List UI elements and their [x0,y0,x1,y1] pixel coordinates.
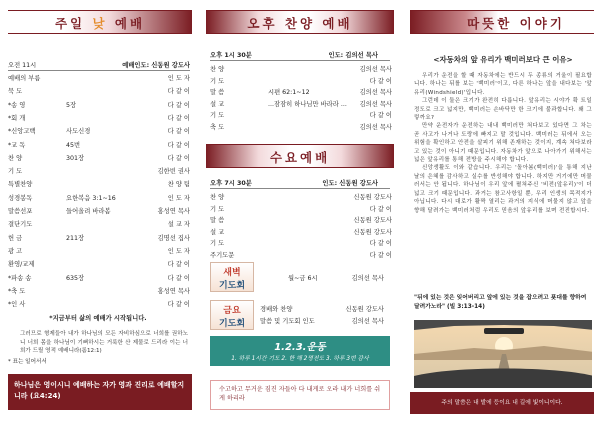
order-row [8,246,190,256]
service-motto: *지금부터 삶의 예배가 시작됩니다. [49,315,147,322]
order-row [8,113,190,123]
order-leader: 김의선 목사 [359,66,392,73]
order-item: 설 교 [210,100,225,108]
order-item: 예배의 부름 [8,75,41,82]
divider [210,60,390,61]
order-row [210,110,392,120]
friday-item: 말씀 및 기도회 인도 [260,318,315,325]
order-leader: 김의선 목사 [359,123,392,131]
service-time-row [8,60,190,70]
story-paragraph: 우리가 운전을 할 때 자동차에는 반드시 두 종류의 거울이 필요합니다. 하나는 뒤를 보는 '백미러'이고, 다른 하나는 앞을 내다보는 '앞유리(Windshield)'입니다. [414,73,592,96]
order-leader: 인 도 자 [167,75,190,82]
order-item: *인 사 [8,301,26,309]
order-item: *교 독 [8,141,26,149]
divider [210,188,390,189]
order-row [210,227,392,237]
order-leader: 다 같 이 [167,141,190,149]
sunday-service-title: 주일 낮 예배 [54,16,146,31]
sunday-service-banner [8,10,192,34]
order-leader: 인 도 자 [167,194,190,202]
order-row [8,179,190,189]
order-item: 기 도 [210,240,225,247]
order-item: 주기도문 [210,251,235,259]
bottom-quote-box [210,380,390,410]
friday-item: 경배와 찬양 [260,306,293,313]
sunday-service-column [0,0,196,424]
friday-row [260,316,384,326]
movement-title: 1.2.3.운동 [274,342,326,353]
order-detail: 301장 [66,154,85,162]
order-leader: 김한빈 권사 [157,168,190,176]
order-leader: 다 같 이 [167,301,190,309]
order-item: *송 영 [8,101,26,109]
story-paragraph: 그런데 이 둘은 크기가 완전히 다릅니다. 앞유리는 시야가 확 트일 정도로 크고 넓지만, 백미러는 손바닥만 한 크기에 불과합니다. 왜 그렇까요? [414,98,592,122]
order-row [210,204,392,214]
order-item: 헌 금 [8,234,23,242]
order-row [8,126,190,136]
wednesday-time-row [210,178,392,188]
wednesday-service-title: 수요예배 [269,150,331,165]
afternoon-service-column [202,0,398,424]
order-row [210,192,392,202]
order-detail: 들어올려 바라봄 [66,208,111,215]
order-item: 기 도 [8,168,23,176]
order-item: 찬 양 [210,66,225,73]
order-row [8,73,190,83]
order-row [8,86,190,96]
order-leader: 김의선 목사 [359,89,392,96]
afternoon-service-banner [206,10,394,34]
footer-verse: 하나님은 영이시니 예배하는 자가 영과 진리로 예배할지니라 (요4:24) [14,381,185,400]
friday-prayer-label [210,300,254,330]
friday-leader: 신동원 강도사 [345,306,384,313]
order-detail: 사도신경 [66,128,91,136]
order-detail: 5장 [66,101,77,109]
order-detail: ...잠잠히 하나님만 바라라 ... [268,100,347,108]
friday-label-line1: 금요 [223,306,241,316]
order-leader: 다 같 이 [167,261,190,269]
service-leader: 예배인도: 신동원 강도사 [122,62,190,69]
order-detail: 45번 [66,141,81,149]
afternoon-service-title: 오후 찬양 예배 [247,16,353,31]
order-detail: 시편 62:1~12 [268,89,310,96]
order-row [210,87,392,97]
order-leader: 홍성연 목사 [157,287,190,295]
car-windshield-illustration-icon [414,320,592,388]
order-leader: 다 같 이 [167,114,190,122]
order-row [8,273,190,283]
story-paragraph: 만약 운전자가 운전하는 내내 백미러만 쳐다보고 있다면 그 차는 곧 사고가 나거나 도랑에 빠지고 말 것입니다. 백미러는 뒤에서 오는 위험을 확인하고 안전을 살피기 위해 존재하는 것이지, 계속 쳐다보라고 있는 것이 아니기 때문입니다. 자동차가 앞으로 나아가기 위해서는 넓은 앞유리를 통해 전방을 주시해야 합니다. [414,123,592,164]
order-leader: 김명선 집사 [157,234,190,242]
order-item: 말 씀 [210,217,225,224]
story-banner [410,10,594,34]
order-item: 묵 도 [8,88,23,96]
order-row [8,206,190,216]
order-item: 결단기도 [8,221,33,229]
order-leader: 신동원 강도사 [353,217,392,224]
order-detail: 635장 [66,274,85,282]
order-leader: 다 같 이 [369,251,392,259]
wednesday-service-banner [206,144,394,168]
order-leader: 찬 양 팀 [167,181,190,189]
order-item: 기 도 [210,77,225,85]
wednesday-leader: 인도: 신동원 강도사 [322,180,378,187]
order-item: *신앙고백 [8,128,36,136]
story-paragraph: 신앙생활도 이와 같습니다. 우리는 '돌아봄(백미러)'을 통해 지난날의 은혜를 감사하고 실수를 반성해야 합니다. 하지만 거기에만 머물러서는 안 됩니다. 하나님이 우리 앞에 펼쳐주신 '비전(앞유리)'이 더 넓고 크기 때문입니다. 과거는 참고사항일 뿐, 우리 인생의 목적지가 아닙니다. 다시 대로가 활짝 열리는 과거의 지식에 머물지 않고 앞을 향해 달려가는 백미러처럼 우리도 믿음의 앞유리를 보며 전진합시다. [414,165,592,214]
footer-verse-bar [8,374,192,410]
order-leader: 설 교 자 [167,221,190,229]
order-row [8,259,190,269]
order-item: 설 교 [210,228,225,236]
order-leader: 홍성연 목사 [157,208,190,215]
dawn-prayer-leader: 김의선 목사 [351,275,384,282]
movement-text: 1. 하루 1시간 기도 2. 한 해 2명전도 3. 하루 3번 감사 [231,356,369,362]
dawn-prayer-time: 월~금 6시 [288,275,318,282]
story-subtitle: <자동차의 앞 유리가 백미러보다 큰 이유> [433,55,573,64]
friday-leader: 김의선 목사 [351,318,384,325]
order-leader: 다 같 이 [167,154,190,162]
order-row [210,122,392,132]
order-row [210,250,392,260]
story-footer: 주의 말씀은 내 발에 등이요 내 길에 빛이니이다. [441,400,563,406]
order-row [210,76,392,86]
service-time: 오전 11시 [8,62,37,69]
order-leader: 다 같 이 [369,112,392,119]
order-item: 말 씀 [210,89,225,96]
order-leader: 인 도 자 [167,247,190,255]
afternoon-time: 오후 1시 30분 [210,52,252,59]
friday-label-line2: 기도회 [218,319,246,329]
order-item: *파송 송 [8,274,32,282]
order-leader: 신동원 강도사 [353,228,392,236]
story-footer-bar [410,392,594,414]
order-leader: 다 같 이 [167,101,190,109]
order-item: 광 고 [8,247,23,255]
story-column [404,0,600,424]
divider [8,70,190,71]
afternoon-leader: 인도: 김의선 목사 [328,52,378,59]
order-item: 말씀선포 [8,208,33,215]
order-leader: 다 같 이 [167,88,190,96]
story-title: 따뜻한 이야기 [467,16,565,31]
bottom-quote: 수고하고 무거운 짐진 자들아 다 내게로 오라 내가 너희를 쉬게 하리라 [219,386,381,402]
order-detail: 211장 [66,234,85,242]
order-item: 찬 양 [8,154,23,162]
story-body [414,72,592,215]
order-item: 환영/교제 [8,261,35,269]
order-leader: 다 같 이 [369,205,392,213]
order-detail: 요한복음 3:1~16 [66,194,116,202]
order-leader: 다 같 이 [369,77,392,85]
order-item: 축 도 [210,123,225,131]
stand-note: * 표는 일어서서 [8,359,47,365]
order-leader: 김의선 목사 [359,100,392,108]
order-row [8,193,190,203]
order-row [8,299,190,309]
dawn-label-line2: 기도회 [218,281,246,291]
romans-quote: 그러므로 형제들아 내가 하나님의 모든 자비하심으로 너희를 권하노니 너희 몸을 하나님이 기뻐하시는 거룩한 산 제물로 드리라 이는 너희가 드릴 영적 예배니라(롬12:1) [20,331,188,354]
order-item: 성경봉독 [8,194,33,202]
afternoon-time-row [210,50,392,60]
order-row [210,215,392,225]
order-leader: 다 같 이 [167,128,190,136]
order-row [210,99,392,109]
order-row [210,238,392,248]
order-row [8,219,190,229]
wednesday-time: 오후 7시 30분 [210,180,252,187]
order-leader: 다 같 이 [369,240,392,247]
order-item: 기 도 [210,112,225,119]
dawn-label-line1: 새벽 [223,268,241,278]
order-leader: 신동원 강도사 [353,194,392,201]
story-verse: "뒤에 있는 것은 잊어버리고 앞에 있는 것을 잡으려고 푯대를 향하여 달려가노라" (빌 3:13-14) [414,295,587,310]
order-item: 특별찬양 [8,181,33,189]
order-row [8,166,190,176]
order-row [8,100,190,110]
order-item: *축 도 [8,287,26,295]
order-row [8,233,190,243]
order-row [8,153,190,163]
order-item: 기 도 [210,205,225,213]
order-row [210,64,392,74]
order-item: *회 개 [8,114,26,122]
order-item: 찬 양 [210,194,225,201]
order-row [8,286,190,296]
order-row [8,140,190,150]
order-leader: 다 같 이 [167,274,190,282]
movement-box [210,336,390,366]
dawn-prayer-label [210,262,254,292]
friday-row [260,304,384,314]
